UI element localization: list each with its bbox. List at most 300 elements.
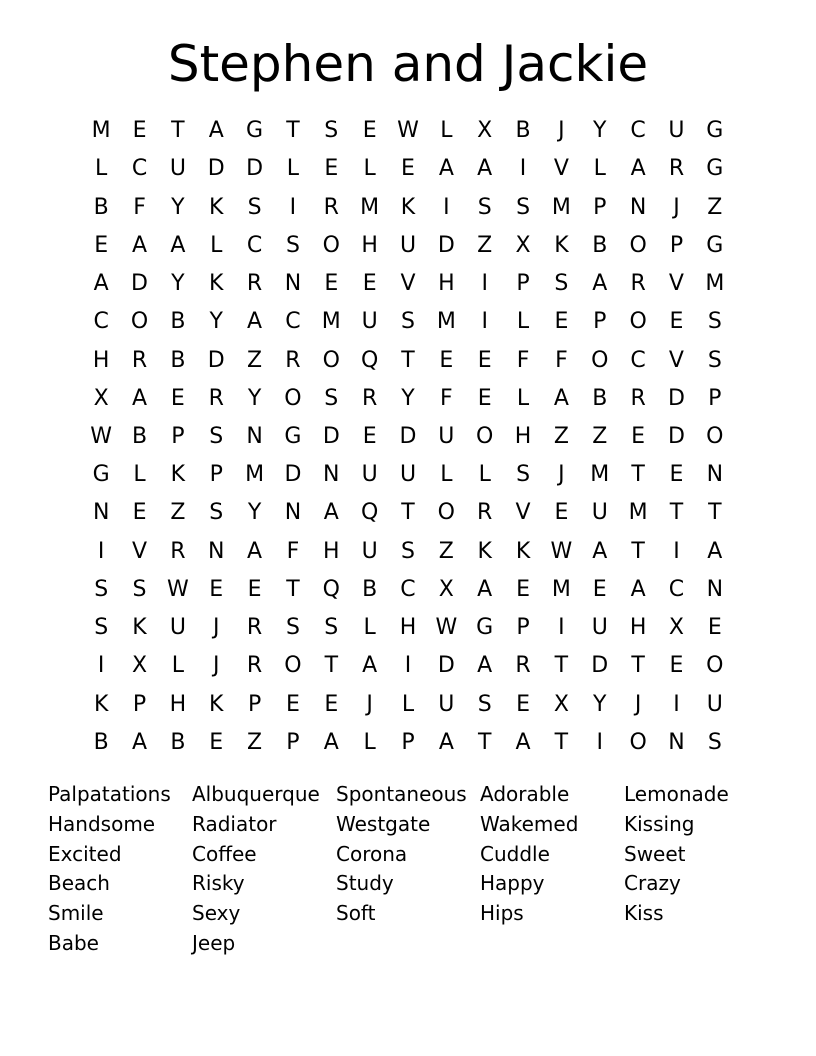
grid-letter[interactable]: A	[131, 729, 148, 755]
grid-letter[interactable]: H	[629, 615, 647, 641]
grid-letter[interactable]: K	[209, 271, 224, 297]
grid-letter[interactable]: O	[629, 232, 647, 258]
grid-letter[interactable]: C	[246, 232, 263, 258]
grid-letter[interactable]: O	[437, 500, 455, 526]
grid-letter[interactable]: S	[247, 194, 262, 220]
grid-letter[interactable]: R	[246, 271, 263, 297]
grid-letter[interactable]: O	[476, 423, 494, 449]
grid-letter[interactable]: T	[631, 653, 645, 679]
grid-letter[interactable]: U	[668, 118, 685, 144]
grid-letter[interactable]: J	[558, 462, 565, 488]
grid-letter[interactable]: P	[708, 385, 722, 411]
grid-letter[interactable]: P	[209, 462, 223, 488]
grid-letter[interactable]: A	[438, 156, 454, 182]
grid-letter[interactable]: N	[207, 538, 225, 564]
grid-letter[interactable]: L	[363, 729, 376, 755]
grid-letter[interactable]: H	[323, 538, 340, 564]
grid-letter[interactable]: N	[284, 500, 302, 526]
grid-letter[interactable]: U	[591, 615, 608, 641]
grid-letter[interactable]: O	[591, 347, 609, 373]
grid-letter[interactable]: G	[476, 615, 494, 641]
grid-letter[interactable]: A	[323, 729, 339, 755]
grid-letter[interactable]: A	[131, 385, 148, 411]
grid-letter[interactable]: S	[401, 538, 415, 564]
grid-letter[interactable]: C	[285, 309, 301, 335]
grid-letter[interactable]: X	[93, 385, 109, 411]
grid-letter[interactable]: O	[322, 347, 340, 373]
grid-letter[interactable]: W	[397, 118, 419, 144]
grid-letter[interactable]: J	[212, 615, 220, 641]
grid-letter[interactable]: E	[285, 691, 300, 717]
grid-letter[interactable]: A	[323, 500, 339, 526]
word-item: Sexy	[192, 901, 241, 926]
grid-letter[interactable]: S	[94, 576, 109, 602]
grid-letter[interactable]: D	[399, 423, 417, 449]
grid-letter[interactable]: O	[706, 423, 724, 449]
grid-letter[interactable]: U	[399, 462, 417, 488]
grid-letter[interactable]: A	[170, 232, 186, 258]
grid-letter[interactable]: N	[323, 462, 340, 488]
grid-letter[interactable]: E	[516, 691, 530, 717]
grid-letter[interactable]: A	[93, 271, 109, 297]
grid-letter[interactable]: E	[362, 271, 377, 297]
grid-letter[interactable]: S	[516, 194, 531, 220]
grid-letter[interactable]: A	[438, 729, 454, 755]
grid-letter[interactable]: E	[516, 576, 530, 602]
grid-letter[interactable]: I	[673, 691, 680, 717]
grid-letter[interactable]: R	[323, 194, 339, 220]
grid-letter[interactable]: X	[477, 118, 493, 144]
word-item: Kissing	[624, 811, 695, 836]
grid-letter[interactable]: E	[362, 118, 377, 144]
grid-letter[interactable]: T	[286, 576, 300, 602]
grid-letter[interactable]: I	[97, 538, 105, 564]
grid-letter[interactable]: S	[401, 309, 415, 335]
grid-letter[interactable]: H	[514, 423, 532, 449]
grid-letter[interactable]: G	[92, 462, 110, 488]
grid-letter[interactable]: M	[628, 500, 648, 526]
grid-letter[interactable]: L	[440, 118, 453, 144]
grid-letter[interactable]: S	[707, 729, 722, 755]
grid-letter[interactable]: R	[361, 385, 378, 411]
grid-letter[interactable]: J	[673, 194, 680, 220]
grid-letter[interactable]: A	[477, 156, 493, 182]
grid-letter[interactable]: Y	[247, 385, 262, 411]
grid-letter[interactable]: S	[324, 118, 339, 144]
grid-letter[interactable]: S	[324, 385, 339, 411]
grid-letter[interactable]: W	[90, 423, 113, 449]
grid-letter[interactable]: A	[247, 309, 263, 335]
grid-letter[interactable]: X	[131, 653, 148, 679]
grid-letter[interactable]: R	[515, 653, 531, 679]
grid-letter[interactable]: E	[247, 576, 262, 602]
grid-letter[interactable]: P	[593, 309, 607, 335]
grid-letter[interactable]: B	[592, 232, 608, 258]
grid-letter[interactable]: E	[477, 385, 492, 411]
grid-letter[interactable]: N	[668, 729, 685, 755]
grid-letter[interactable]: A	[553, 385, 569, 411]
grid-letter[interactable]: A	[592, 271, 608, 297]
grid-letter[interactable]: Q	[360, 500, 379, 526]
grid-letter[interactable]: F	[440, 385, 453, 411]
grid-letter[interactable]: A	[131, 232, 148, 258]
grid-letter[interactable]: Z	[553, 423, 569, 449]
grid-letter[interactable]: G	[706, 156, 724, 182]
grid-letter[interactable]: N	[246, 423, 263, 449]
grid-letter[interactable]: L	[171, 653, 184, 679]
grid-letter[interactable]: T	[631, 538, 645, 564]
grid-letter[interactable]: L	[440, 462, 453, 488]
grid-letter[interactable]: N	[706, 576, 724, 602]
grid-letter[interactable]: T	[708, 500, 722, 526]
grid-letter[interactable]: U	[706, 691, 723, 717]
grid-letter[interactable]: X	[553, 691, 569, 717]
grid-letter[interactable]: D	[207, 156, 225, 182]
grid-letter[interactable]: G	[284, 423, 302, 449]
grid-letter[interactable]: I	[558, 615, 565, 641]
grid-letter[interactable]: L	[210, 232, 223, 258]
word-item: Beach	[48, 871, 110, 896]
grid-letter[interactable]: Y	[171, 271, 185, 297]
grid-letter[interactable]: J	[634, 691, 642, 717]
grid-letter[interactable]: I	[404, 653, 412, 679]
grid-letter[interactable]: J	[558, 118, 565, 144]
grid-letter[interactable]: O	[130, 309, 149, 335]
grid-letter[interactable]: E	[324, 691, 339, 717]
word-item: Hips	[480, 901, 524, 926]
grid-letter[interactable]: L	[133, 462, 146, 488]
grid-letter[interactable]: U	[438, 691, 455, 717]
grid-letter[interactable]: D	[437, 232, 455, 258]
grid-letter[interactable]: L	[401, 691, 415, 717]
grid-letter[interactable]: Q	[322, 576, 340, 602]
grid-letter[interactable]: L	[516, 309, 530, 335]
grid-letter[interactable]: E	[554, 500, 569, 526]
grid-letter[interactable]: O	[706, 653, 724, 679]
grid-letter[interactable]: I	[289, 194, 297, 220]
grid-letter[interactable]: B	[93, 729, 109, 755]
grid-letter[interactable]: D	[246, 156, 264, 182]
grid-letter[interactable]: R	[477, 500, 493, 526]
grid-letter[interactable]: T	[554, 729, 569, 755]
grid-letter[interactable]: R	[668, 156, 685, 182]
grid-letter[interactable]: E	[439, 347, 454, 373]
grid-letter[interactable]: A	[477, 576, 493, 602]
grid-letter[interactable]: R	[208, 385, 224, 411]
grid-letter[interactable]: F	[133, 194, 146, 220]
grid-letter[interactable]: D	[284, 462, 302, 488]
grid-letter[interactable]: S	[324, 615, 339, 641]
grid-letter[interactable]: Y	[593, 118, 607, 144]
grid-letter[interactable]: B	[93, 194, 109, 220]
grid-letter[interactable]: K	[477, 538, 492, 564]
grid-letter[interactable]: X	[438, 576, 454, 602]
grid-letter[interactable]: Z	[438, 538, 454, 564]
grid-letter[interactable]: U	[399, 232, 417, 258]
grid-letter[interactable]: S	[477, 691, 492, 717]
grid-letter[interactable]: D	[322, 423, 340, 449]
grid-letter[interactable]: U	[361, 309, 378, 335]
grid-letter[interactable]: M	[436, 309, 456, 335]
grid-letter[interactable]: Y	[209, 309, 223, 335]
grid-letter[interactable]: R	[246, 615, 263, 641]
grid-letter[interactable]: B	[131, 423, 148, 449]
grid-letter[interactable]: K	[132, 615, 147, 641]
grid-letter[interactable]: S	[285, 232, 300, 258]
grid-letter[interactable]: T	[477, 729, 492, 755]
grid-letter[interactable]: W	[550, 538, 573, 564]
grid-letter[interactable]: P	[401, 729, 415, 755]
word-item: Happy	[480, 871, 545, 896]
grid-letter[interactable]: H	[92, 347, 110, 373]
grid-letter[interactable]: P	[593, 194, 607, 220]
grid-letter[interactable]: R	[630, 271, 646, 297]
grid-letter[interactable]: T	[286, 118, 300, 144]
grid-letter[interactable]: E	[669, 462, 684, 488]
grid-letter[interactable]: I	[481, 271, 488, 297]
grid-letter[interactable]: T	[324, 653, 339, 679]
grid-letter[interactable]: O	[284, 385, 302, 411]
grid-letter[interactable]: E	[324, 271, 339, 297]
grid-letter[interactable]: O	[284, 653, 302, 679]
grid-letter[interactable]: H	[361, 232, 378, 258]
grid-letter[interactable]: A	[247, 538, 263, 564]
grid-letter[interactable]: S	[94, 615, 109, 641]
grid-letter[interactable]: S	[132, 576, 147, 602]
grid-letter[interactable]: M	[360, 194, 380, 220]
grid-letter[interactable]: G	[706, 118, 724, 144]
grid-letter[interactable]: C	[400, 576, 416, 602]
grid-letter[interactable]: H	[169, 691, 187, 717]
grid-letter[interactable]: S	[554, 271, 569, 297]
grid-letter[interactable]: T	[401, 347, 415, 373]
grid-letter[interactable]: D	[437, 653, 455, 679]
grid-letter[interactable]: E	[209, 576, 224, 602]
grid-letter[interactable]: J	[366, 691, 373, 717]
grid-letter[interactable]: U	[169, 615, 186, 641]
grid-letter[interactable]: C	[93, 309, 109, 335]
grid-letter[interactable]: A	[362, 653, 378, 679]
grid-letter[interactable]: M	[551, 576, 571, 602]
word-item: Smile	[48, 901, 104, 926]
grid-letter[interactable]: Y	[401, 385, 415, 411]
grid-letter[interactable]: B	[170, 347, 186, 373]
grid-letter[interactable]: L	[363, 615, 376, 641]
grid-letter[interactable]: R	[131, 347, 148, 373]
grid-letter[interactable]: K	[554, 232, 569, 258]
word-column	[48, 780, 192, 959]
grid-letter[interactable]: A	[707, 538, 723, 564]
grid-letter[interactable]: E	[132, 500, 147, 526]
grid-letter[interactable]: V	[515, 500, 531, 526]
grid-letter[interactable]: P	[516, 271, 530, 297]
grid-letter[interactable]: A	[592, 538, 608, 564]
grid-letter[interactable]: Z	[247, 729, 263, 755]
grid-letter[interactable]: F	[286, 538, 300, 564]
grid-letter[interactable]: D	[667, 385, 685, 411]
grid-letter[interactable]: A	[208, 118, 224, 144]
grid-letter[interactable]: K	[515, 538, 531, 564]
grid-letter[interactable]: P	[132, 691, 147, 717]
grid-letter[interactable]: E	[94, 232, 109, 258]
grid-letter[interactable]: T	[631, 462, 645, 488]
grid-letter[interactable]: Y	[171, 194, 185, 220]
grid-letter[interactable]: E	[362, 423, 377, 449]
grid-letter[interactable]: G	[246, 118, 264, 144]
grid-letter[interactable]: H	[438, 271, 455, 297]
grid-letter[interactable]: E	[401, 156, 415, 182]
grid-letter[interactable]: V	[668, 347, 684, 373]
grid-letter[interactable]: M	[91, 118, 111, 144]
grid-letter[interactable]: S	[209, 500, 224, 526]
grid-letter[interactable]: I	[673, 538, 680, 564]
grid-letter[interactable]: D	[667, 423, 685, 449]
grid-letter[interactable]: X	[668, 615, 684, 641]
grid-letter[interactable]: A	[630, 156, 646, 182]
grid-letter[interactable]: A	[515, 729, 531, 755]
grid-letter[interactable]: E	[592, 576, 607, 602]
grid-letter[interactable]: P	[286, 729, 300, 755]
grid-letter[interactable]: M	[705, 271, 725, 297]
grid-letter[interactable]: U	[438, 423, 455, 449]
grid-letter[interactable]: C	[131, 156, 148, 182]
grid-letter[interactable]: M	[590, 462, 610, 488]
grid-letter[interactable]: E	[669, 653, 684, 679]
grid-letter[interactable]: O	[629, 729, 647, 755]
grid-letter[interactable]: W	[166, 576, 189, 602]
grid-letter[interactable]: U	[361, 538, 378, 564]
grid-letter[interactable]: E	[631, 423, 646, 449]
grid-letter[interactable]: N	[92, 500, 110, 526]
grid-letter[interactable]: I	[519, 156, 527, 182]
grid-letter[interactable]: L	[363, 156, 376, 182]
grid-letter[interactable]: E	[132, 118, 147, 144]
grid-letter[interactable]: L	[593, 156, 606, 182]
grid-letter[interactable]: O	[322, 232, 340, 258]
grid-letter[interactable]: U	[361, 462, 378, 488]
grid-letter[interactable]: Z	[592, 423, 608, 449]
grid-letter[interactable]: R	[246, 653, 263, 679]
grid-letter[interactable]: P	[516, 615, 530, 641]
grid-letter[interactable]: R	[170, 538, 186, 564]
grid-letter[interactable]: P	[171, 423, 185, 449]
grid-letter[interactable]: D	[131, 271, 148, 297]
grid-letter[interactable]: E	[477, 347, 492, 373]
grid-letter[interactable]: E	[669, 309, 684, 335]
grid-letter[interactable]: B	[515, 118, 531, 144]
grid-letter[interactable]: B	[362, 576, 378, 602]
grid-letter[interactable]: Z	[707, 194, 723, 220]
grid-letter[interactable]: D	[207, 347, 225, 373]
grid-letter[interactable]: M	[321, 309, 341, 335]
grid-letter[interactable]: I	[596, 729, 603, 755]
grid-letter[interactable]: N	[706, 462, 724, 488]
grid-letter[interactable]: T	[554, 653, 569, 679]
word-item: Risky	[192, 871, 245, 896]
grid-letter[interactable]: C	[668, 576, 685, 602]
grid-letter[interactable]: E	[707, 615, 722, 641]
grid-letter[interactable]: C	[630, 347, 646, 373]
grid-letter[interactable]: T	[669, 500, 684, 526]
grid-letter[interactable]: S	[209, 423, 224, 449]
grid-letter[interactable]: S	[707, 347, 722, 373]
grid-letter[interactable]: I	[481, 309, 488, 335]
grid-letter[interactable]: L	[516, 385, 530, 411]
grid-letter[interactable]: L	[95, 156, 108, 182]
grid-letter[interactable]: X	[515, 232, 531, 258]
grid-letter[interactable]: H	[399, 615, 417, 641]
grid-letter[interactable]: U	[169, 156, 186, 182]
grid-letter[interactable]: K	[400, 194, 416, 220]
grid-letter[interactable]: P	[247, 691, 262, 717]
grid-letter[interactable]: V	[400, 271, 416, 297]
grid-letter[interactable]: R	[630, 385, 646, 411]
grid-letter[interactable]: P	[669, 232, 684, 258]
grid-letter[interactable]: K	[209, 194, 224, 220]
grid-letter[interactable]: V	[131, 538, 148, 564]
grid-letter[interactable]: W	[435, 615, 458, 641]
grid-letter[interactable]: D	[591, 653, 609, 679]
grid-letter[interactable]: C	[630, 118, 646, 144]
grid-letter[interactable]: V	[668, 271, 684, 297]
grid-letter[interactable]: T	[171, 118, 185, 144]
grid-letter[interactable]: M	[551, 194, 571, 220]
grid-letter[interactable]: E	[209, 729, 224, 755]
grid-letter[interactable]: K	[170, 462, 186, 488]
word-item: Radiator	[192, 811, 277, 836]
grid-letter[interactable]: I	[97, 653, 105, 679]
grid-letter[interactable]: F	[516, 347, 530, 373]
word-item: Sweet	[624, 841, 686, 866]
grid-letter[interactable]: F	[555, 347, 568, 373]
grid-letter[interactable]: B	[592, 385, 608, 411]
grid-letter[interactable]: A	[477, 653, 493, 679]
grid-letter[interactable]: M	[245, 462, 265, 488]
grid-letter[interactable]: K	[209, 691, 224, 717]
grid-letter[interactable]: U	[591, 500, 608, 526]
grid-letter[interactable]: N	[284, 271, 302, 297]
word-item: Coffee	[192, 841, 257, 866]
grid-letter[interactable]: Z	[247, 347, 263, 373]
grid-letter[interactable]: E	[170, 385, 185, 411]
grid-letter[interactable]: V	[553, 156, 569, 182]
grid-letter[interactable]: S	[477, 194, 492, 220]
grid-letter[interactable]: Y	[247, 500, 262, 526]
grid-letter[interactable]: Z	[170, 500, 186, 526]
grid-letter[interactable]: Q	[360, 347, 379, 373]
grid-letter[interactable]: B	[170, 729, 186, 755]
grid-letter[interactable]: B	[170, 309, 186, 335]
grid-letter[interactable]: G	[706, 232, 724, 258]
grid-letter[interactable]: R	[285, 347, 301, 373]
grid-letter[interactable]: E	[554, 309, 569, 335]
grid-letter[interactable]: E	[324, 156, 339, 182]
grid-letter[interactable]: L	[478, 462, 491, 488]
grid-letter[interactable]: A	[630, 576, 646, 602]
grid-letter[interactable]: T	[401, 500, 415, 526]
grid-letter[interactable]: Z	[477, 232, 493, 258]
grid-letter[interactable]: Y	[593, 691, 607, 717]
grid-letter[interactable]: I	[443, 194, 450, 220]
grid-letter[interactable]: O	[629, 309, 647, 335]
grid-letter[interactable]: N	[629, 194, 647, 220]
grid-letter[interactable]: J	[212, 653, 220, 679]
grid-letter[interactable]: L	[286, 156, 300, 182]
grid-letter[interactable]: S	[707, 309, 722, 335]
grid-letter[interactable]: S	[285, 615, 300, 641]
grid-letter[interactable]: S	[516, 462, 531, 488]
grid-letter[interactable]: K	[93, 691, 109, 717]
